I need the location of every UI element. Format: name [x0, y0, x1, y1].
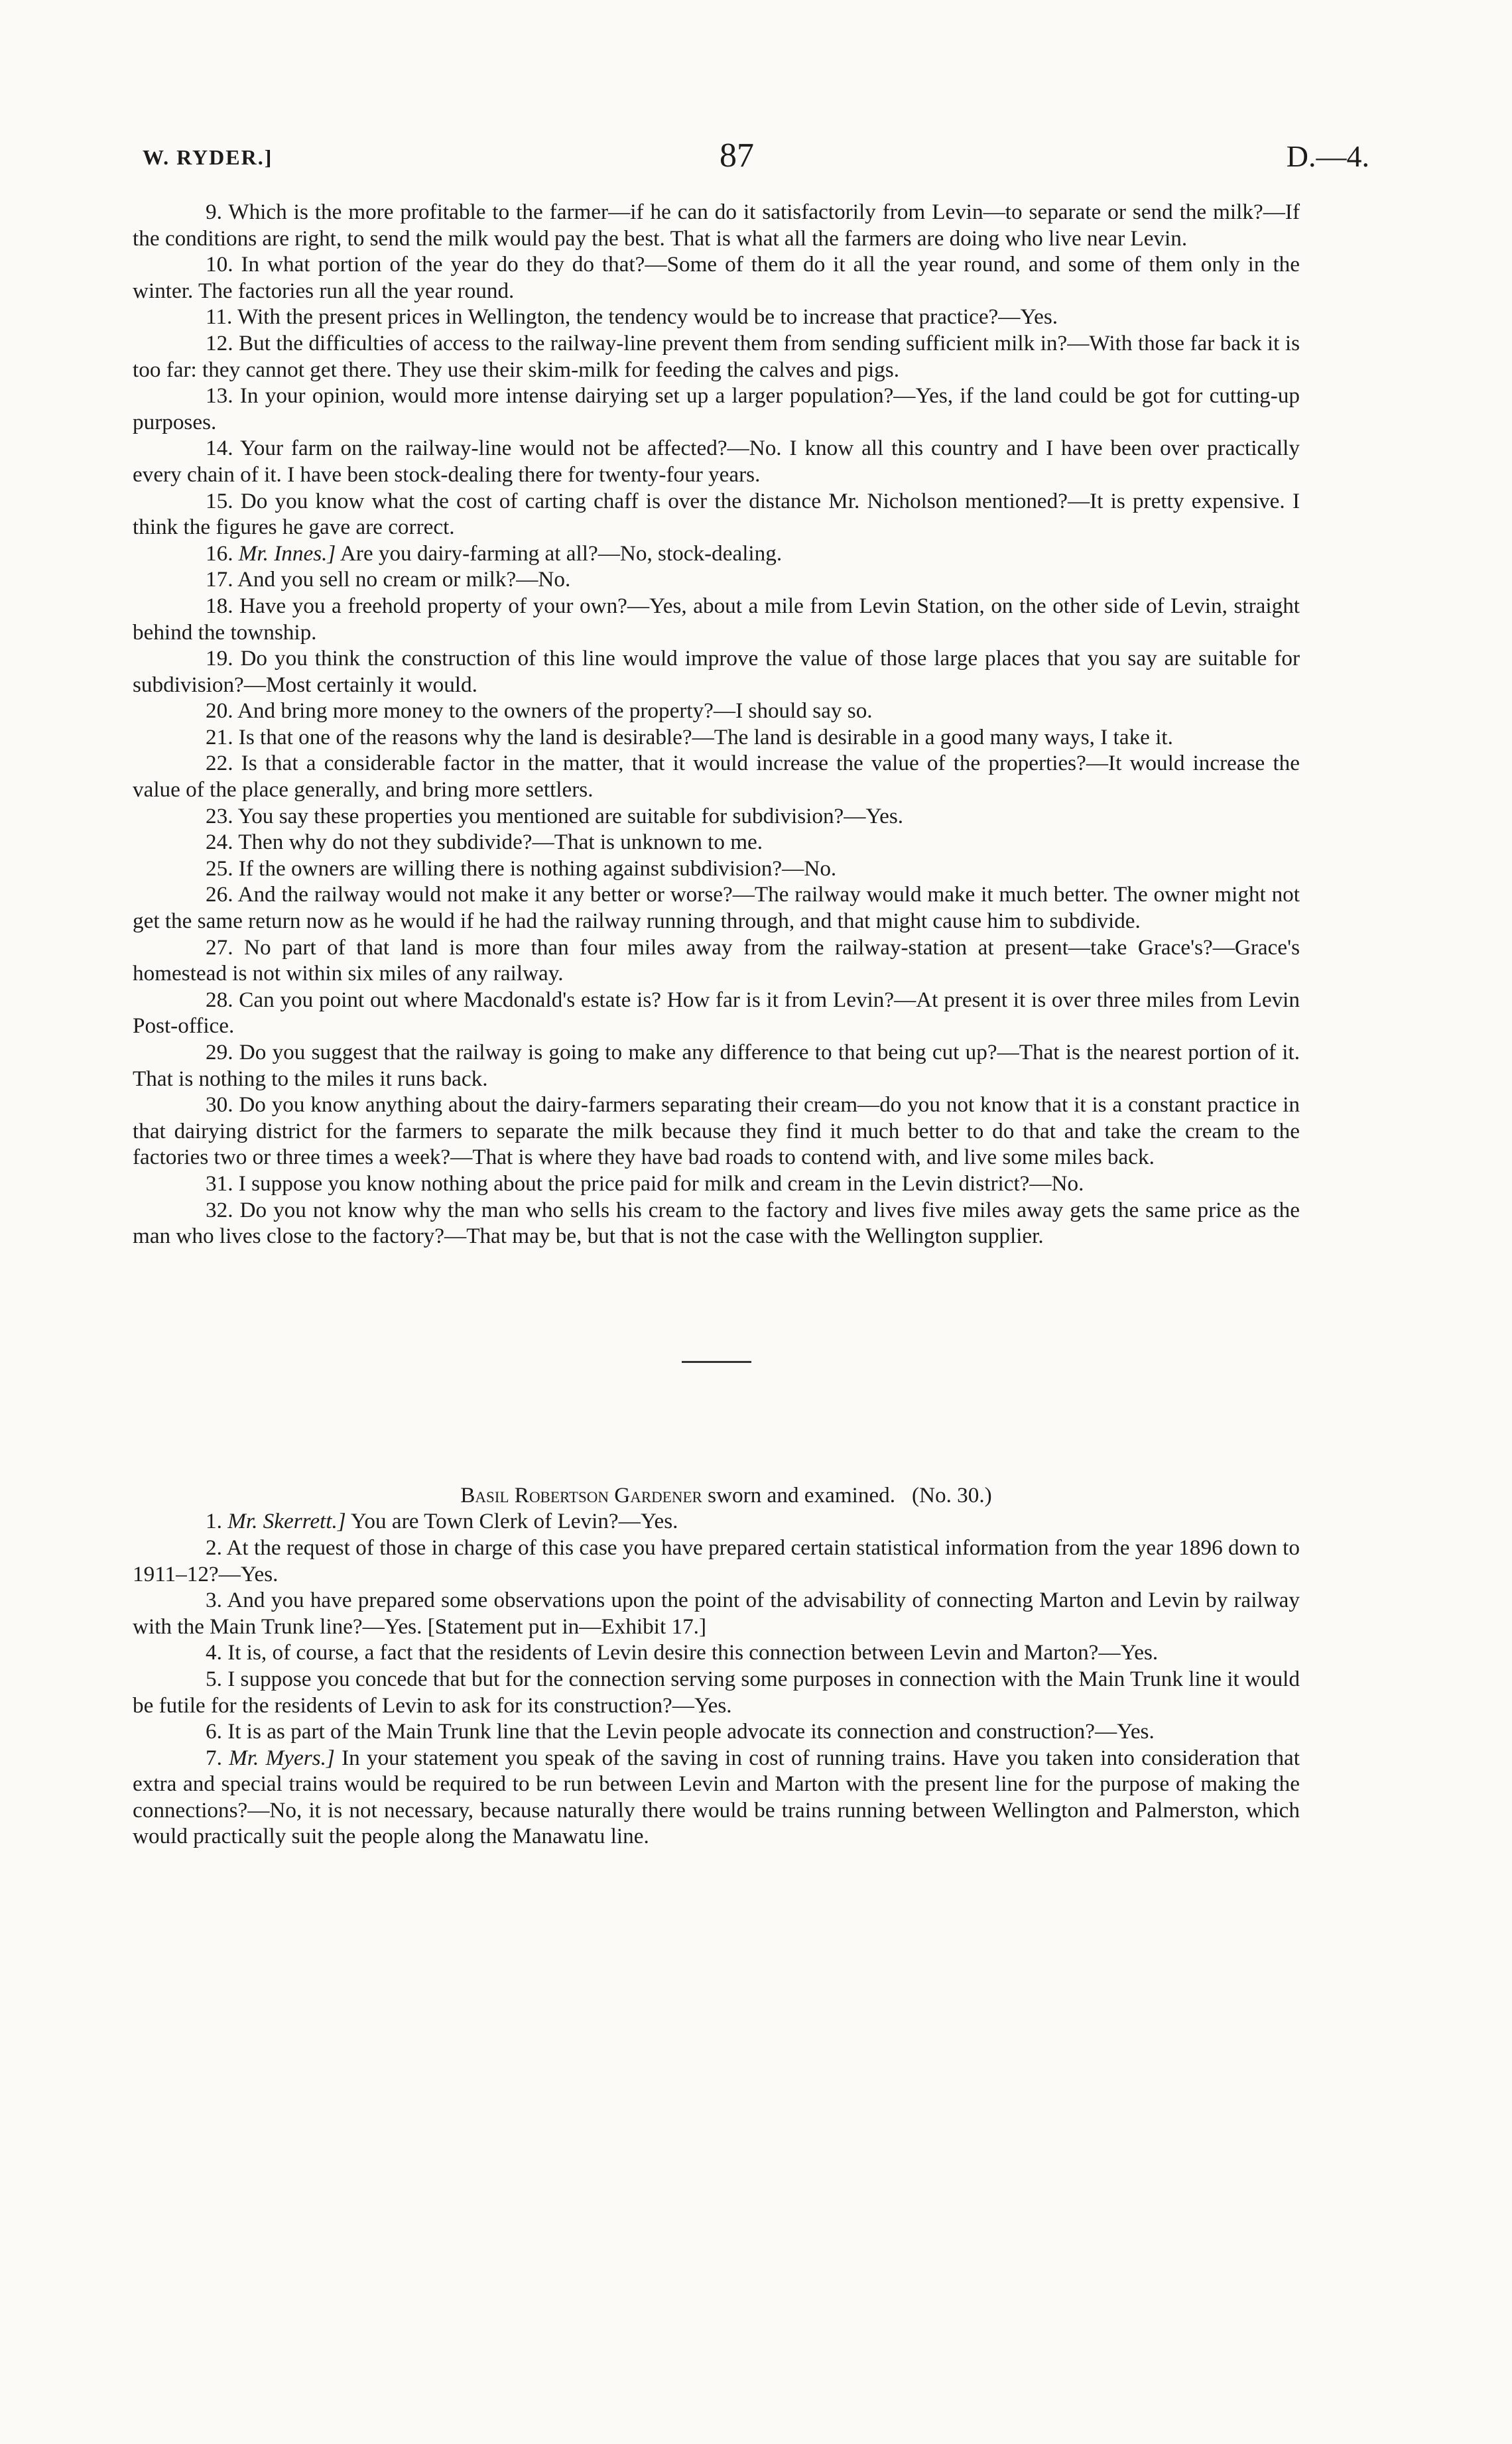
question-text: In your opinion, would more intense dairying set up a larger population?—Yes, if the land could be got for cutting-up purposes. — [133, 383, 1300, 434]
question-text: Have you a freehold property of your own?—Yes, about a mile from Levin Station, on the other side of Levin, straight behind the township. — [133, 593, 1300, 645]
question-paragraph — [133, 251, 1300, 304]
question-number: 17. — [206, 567, 233, 592]
question-text: But the difficulties of access to the railway-line prevent them from sending sufficient milk in?—With those far back it is too far: they cannot get there. They use their skim-milk for feeding the calves and pigs. — [133, 330, 1300, 382]
question-text: Which is the more profitable to the farmer—if he can do it satisfactorily from Levin—to separate or send the milk?—If the conditions are right, to send the milk would pay the best. That is what all the farmers are doing who live near Levin. — [133, 200, 1300, 251]
question-paragraph — [133, 803, 1300, 830]
document-reference: D.—4. — [1286, 139, 1369, 173]
question-number: 23. — [206, 803, 233, 828]
question-number: 7. — [206, 1745, 222, 1770]
question-paragraph — [133, 383, 1300, 435]
question-paragraph — [133, 856, 1300, 882]
question-number: 20. — [206, 698, 233, 724]
question-text: Is that one of the reasons why the land is desirable?—The land is desirable in a good many ways, I take it. — [238, 724, 1173, 749]
question-number: 6. — [206, 1719, 222, 1744]
question-number: 10. — [206, 252, 233, 277]
question-paragraph — [133, 1171, 1300, 1197]
question-number: 30. — [206, 1092, 233, 1118]
question-text: And you have prepared some observations upon the point of the advisability of connecting Marton and Levin by railway with the Main Trunk line?—Yes. [Statement put in—Exhibit 17.] — [133, 1588, 1300, 1639]
question-text: If the owners are willing there is nothing against subdivision?—No. — [238, 856, 837, 881]
speaker-name: Mr. Innes.] — [238, 541, 336, 566]
page-number: 87 — [720, 137, 754, 174]
question-paragraph — [133, 1508, 1300, 1535]
question-number: 4. — [206, 1640, 222, 1665]
question-paragraph — [133, 724, 1300, 751]
question-number: 3. — [206, 1588, 222, 1613]
question-text: Do you know what the cost of carting chaff is over the distance Mr. Nicholson mentioned?—It is pretty expensive. I think the figures he gave are correct. — [133, 488, 1300, 540]
question-text: Your farm on the railway-line would not be affected?—No. I know all this country and I have been over practically every chain of it. I have been stock-dealing there for twenty-four years. — [133, 436, 1300, 487]
question-number: 5. — [206, 1666, 222, 1691]
question-paragraph — [133, 698, 1300, 724]
witness-name: W. RYDER.] — [143, 145, 273, 169]
question-text: I suppose you know nothing about the price paid for milk and cream in the Levin district?—No. — [238, 1171, 1084, 1196]
question-number: 1. — [206, 1509, 222, 1534]
question-number: 12. — [206, 330, 233, 355]
question-text: Then why do not they subdivide?—That is unknown to me. — [238, 830, 763, 855]
witness-heading — [133, 1482, 1300, 1509]
question-number: 32. — [206, 1197, 233, 1222]
question-paragraph — [133, 1666, 1300, 1718]
question-text: With the present prices in Wellington, the tendency would be to increase that practice?—Yes. — [237, 304, 1058, 330]
question-paragraph — [133, 435, 1300, 487]
question-text: Do you suggest that the railway is going to make any difference to that being cut up?—That is the nearest portion of it. That is nothing to the miles it runs back. — [133, 1040, 1300, 1091]
question-number: 29. — [206, 1040, 233, 1064]
question-number: 16. — [206, 541, 233, 566]
question-number: 13. — [206, 383, 233, 409]
question-number: 25. — [206, 856, 233, 881]
question-text: Is that a considerable factor in the matter, that it would increase the value of the properties?—It would increase the value of the place generally, and bring more settlers. — [133, 751, 1300, 803]
speaker-name: Mr. Myers.] — [229, 1745, 335, 1770]
question-text: And you sell no cream or milk?—No. — [237, 567, 571, 592]
question-paragraph — [133, 1587, 1300, 1640]
question-paragraph — [133, 1640, 1300, 1666]
page-header — [143, 136, 1369, 182]
question-text: At the request of those in charge of this case you have prepared certain statistical information from the year 1896 down to 1911–12?—Yes. — [133, 1535, 1300, 1586]
question-text: And the railway would not make it any better or worse?—The railway would make it much better. The owner might not get the same return now as he would if he had the railway running through, and that might cause him to subdivide. — [133, 882, 1300, 934]
question-paragraph — [133, 593, 1300, 645]
question-text: Do you not know why the man who sells his cream to the factory and lives five miles away gets the same price as the man who lives close to the factory?—That may be, but that is not the case with the Wellington supplier. — [133, 1197, 1300, 1249]
question-paragraph — [133, 881, 1300, 934]
question-number: 2. — [206, 1535, 222, 1560]
question-text: In what portion of the year do they do that?—Some of them do it all the year round, and some of them only in the winter. The factories run all the year round. — [133, 252, 1300, 303]
question-number: 26. — [206, 882, 233, 907]
witness-heading-text: sworn and examined. — [708, 1482, 896, 1508]
question-text: Can you point out where Macdonald's estate is? How far is it from Levin?—At present it is over three miles from Levin Post-office. — [133, 987, 1300, 1039]
question-paragraph — [133, 934, 1300, 987]
question-paragraph — [133, 541, 1300, 567]
document-body — [133, 199, 1300, 1850]
question-text: In your statement you speak of the saving in cost of running trains. Have you taken into consideration that extra and special trains would be required to be run between Levin and Marton with the present line for the purpose of making the connections?—No, it is not necessary, because naturally there would be trains running between Wellington and Palmerston, which would practically suit the people along the Manawatu line. — [133, 1745, 1300, 1849]
speaker-name: Mr. Skerrett.] — [227, 1509, 346, 1534]
question-number: 22. — [206, 751, 233, 776]
question-text: Are you dairy-farming at all?—No, stock-dealing. — [340, 541, 783, 566]
question-paragraph — [133, 1092, 1300, 1171]
question-paragraph — [133, 829, 1300, 856]
question-text: And bring more money to the owners of the property?—I should say so. — [237, 698, 873, 724]
question-number: 15. — [206, 488, 233, 513]
question-paragraph — [133, 1197, 1300, 1250]
question-paragraph — [133, 1718, 1300, 1745]
witness-heading-name: Basil Robertson Gardener — [460, 1482, 702, 1508]
question-paragraph — [133, 1535, 1300, 1587]
question-paragraph — [133, 199, 1300, 251]
question-number: 18. — [206, 593, 233, 618]
question-number: 9. — [206, 200, 222, 224]
question-text: It is, of course, a fact that the residents of Levin desire this connection between Levin and Marton?—Yes. — [227, 1640, 1159, 1665]
question-text: You are Town Clerk of Levin?—Yes. — [350, 1509, 678, 1534]
question-number: 31. — [206, 1171, 233, 1196]
question-number: 14. — [206, 436, 233, 461]
question-paragraph — [133, 1745, 1300, 1850]
question-text: You say these properties you mentioned are suitable for subdivision?—Yes. — [237, 803, 904, 828]
question-number: 28. — [206, 987, 233, 1012]
question-paragraph — [133, 304, 1300, 330]
question-paragraph — [133, 488, 1300, 541]
question-paragraph — [133, 330, 1300, 383]
question-text: Do you think the construction of this line would improve the value of those large places that you say are suitable for subdivision?—Most certainly it would. — [133, 646, 1300, 697]
question-number: 24. — [206, 830, 233, 855]
question-text: It is as part of the Main Trunk line that the Levin people advocate its connection and construction?—Yes. — [227, 1719, 1155, 1744]
testimony-section-1 — [133, 199, 1300, 1250]
question-number: 11. — [206, 304, 233, 330]
question-paragraph — [133, 566, 1300, 593]
question-number: 27. — [206, 934, 233, 960]
testimony-section-2 — [133, 1508, 1300, 1850]
question-paragraph — [133, 645, 1300, 698]
question-number: 21. — [206, 724, 233, 749]
question-text: No part of that land is more than four miles away from the railway-station at present—take Grace's?—Grace's homestead is not within six miles of any railway. — [133, 934, 1300, 986]
section-divider — [682, 1361, 751, 1363]
question-number: 19. — [206, 646, 233, 671]
witness-heading-number: (No. 30.) — [911, 1482, 992, 1508]
question-text: Do you know anything about the dairy-farmers separating their cream—do you not know that it is a constant practice in that dairying district for the farmers to separate the milk because they find it much better to do that and take the cream to the factories two or three times a week?—That is where they have bad roads to contend with, and live some miles back. — [133, 1092, 1300, 1170]
question-paragraph — [133, 1039, 1300, 1092]
question-paragraph — [133, 750, 1300, 803]
question-text: I suppose you concede that but for the connection serving some purposes in connection with the Main Trunk line it would be futile for the residents of Levin to ask for its construction?—Yes. — [133, 1666, 1300, 1718]
question-paragraph — [133, 987, 1300, 1039]
